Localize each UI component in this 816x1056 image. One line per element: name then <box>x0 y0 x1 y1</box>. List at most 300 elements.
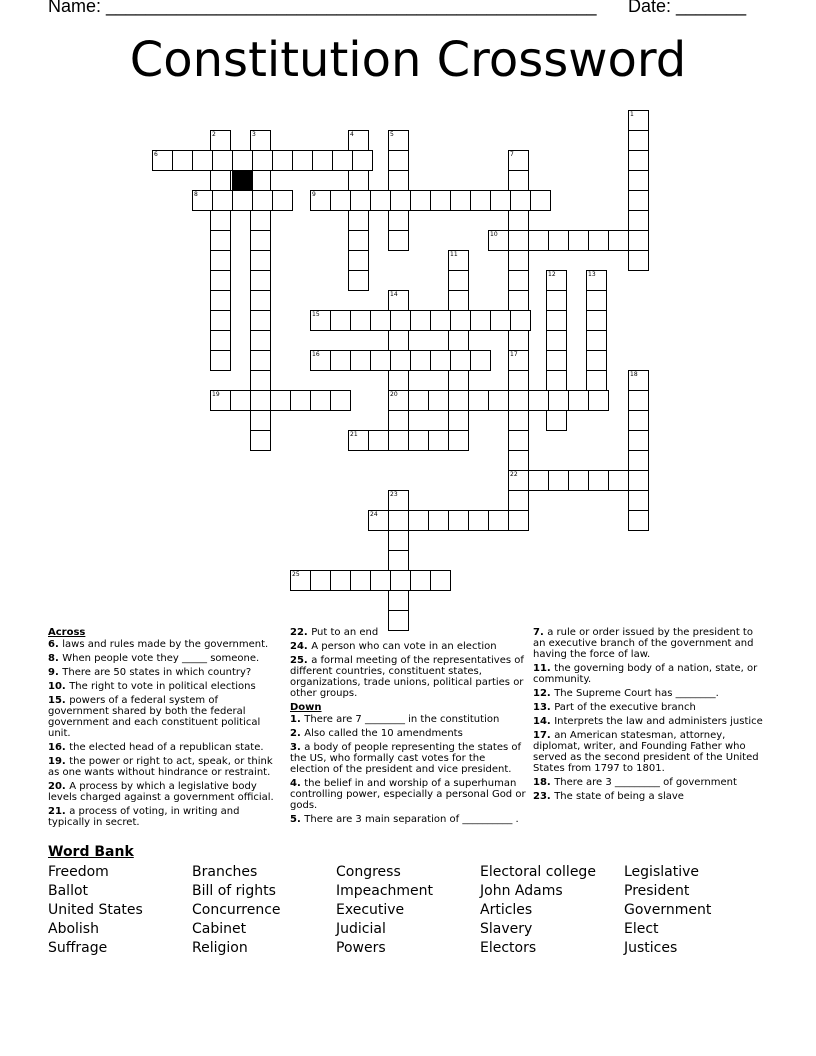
clue-text: The state of being a slave <box>554 791 684 802</box>
crossword-cell[interactable] <box>568 390 589 411</box>
crossword-cell[interactable] <box>428 510 449 531</box>
crossword-cell[interactable] <box>348 130 369 151</box>
word-bank-item: Ballot <box>48 883 89 899</box>
crossword-cell[interactable] <box>388 130 409 151</box>
crossword-cell[interactable] <box>508 510 529 531</box>
crossword-cell[interactable] <box>292 150 313 171</box>
crossword-cell[interactable] <box>628 170 649 191</box>
crossword-cell[interactable] <box>448 270 469 291</box>
crossword-cell[interactable] <box>490 190 511 211</box>
crossword-cell[interactable] <box>348 270 369 291</box>
clue-number: 22 <box>510 471 518 478</box>
clue-number: 2. <box>290 728 305 739</box>
crossword-cell[interactable] <box>350 310 371 331</box>
crossword-cell[interactable] <box>628 450 649 471</box>
crossword-cell[interactable] <box>192 150 213 171</box>
clue-item <box>48 742 278 753</box>
clue-item <box>48 756 278 778</box>
crossword-cell[interactable] <box>348 250 369 271</box>
crossword-cell[interactable] <box>388 170 409 191</box>
crossword-cell[interactable] <box>210 390 231 411</box>
word-bank-item: Abolish <box>48 921 99 937</box>
clue-item <box>533 730 768 774</box>
clue-number: 12 <box>548 271 556 278</box>
crossword-cell[interactable] <box>250 290 271 311</box>
crossword-cell[interactable] <box>290 570 311 591</box>
crossword-cell[interactable] <box>546 370 567 391</box>
across-clue-list <box>48 639 278 828</box>
crossword-cell[interactable] <box>470 190 491 211</box>
crossword-cell[interactable] <box>508 410 529 431</box>
crossword-cell[interactable] <box>628 110 649 131</box>
crossword-cell[interactable] <box>488 230 509 251</box>
clue-number: 4 <box>350 131 354 138</box>
clue-number: 23. <box>533 791 555 802</box>
clue-number: 11 <box>450 251 458 258</box>
crossword-cell[interactable] <box>410 190 431 211</box>
clue-number: 22. <box>290 627 312 638</box>
crossword-cell[interactable] <box>508 330 529 351</box>
crossword-cell[interactable] <box>252 190 273 211</box>
clue-number: 1 <box>630 111 634 118</box>
clue-number: 19. <box>48 756 70 767</box>
clues-column-2 <box>290 627 528 828</box>
crossword-cell[interactable] <box>586 350 607 371</box>
word-bank-item: Justices <box>624 940 678 956</box>
crossword-cell[interactable] <box>350 190 371 211</box>
word-bank-item: Government <box>624 902 712 918</box>
clue-item <box>48 639 278 650</box>
crossword-cell[interactable] <box>586 330 607 351</box>
clue-number: 13. <box>533 702 555 713</box>
crossword-cell[interactable] <box>250 410 271 431</box>
crossword-cell[interactable] <box>410 570 431 591</box>
clue-item <box>48 681 278 692</box>
crossword-cell[interactable] <box>410 350 431 371</box>
name-field-label[interactable]: Name: _________________________________________________ <box>48 0 597 16</box>
crossword-cell[interactable] <box>448 250 469 271</box>
crossword-cell[interactable] <box>332 150 353 171</box>
crossword-cell[interactable] <box>568 230 589 251</box>
crossword-cell[interactable] <box>388 150 409 171</box>
word-bank-title: Word Bank <box>48 844 134 860</box>
clue-number: 3 <box>252 131 256 138</box>
crossword-cell[interactable] <box>448 330 469 351</box>
crossword-cell[interactable] <box>270 390 291 411</box>
crossword-cell[interactable] <box>370 190 391 211</box>
clue-text: a rule or order issued by the president to an executive branch of the government and having the force of law. <box>533 627 754 660</box>
crossword-cell[interactable] <box>450 310 471 331</box>
crossword-cell[interactable] <box>628 490 649 511</box>
crossword-cell[interactable] <box>370 310 391 331</box>
clue-text: Interprets the law and administers justice <box>554 716 763 727</box>
crossword-cell[interactable] <box>546 410 567 431</box>
crossword-cell[interactable] <box>588 470 609 491</box>
crossword-cell[interactable] <box>508 490 529 511</box>
crossword-cell[interactable] <box>230 390 251 411</box>
crossword-cell[interactable] <box>430 570 451 591</box>
crossword-cell[interactable] <box>210 330 231 351</box>
crossword-cell[interactable] <box>608 470 629 491</box>
crossword-cell[interactable] <box>250 210 271 231</box>
crossword-black-cell <box>232 170 253 191</box>
crossword-cell[interactable] <box>210 170 231 191</box>
word-bank-item: Elect <box>624 921 659 937</box>
crossword-cell[interactable] <box>508 210 529 231</box>
crossword-cell[interactable] <box>530 190 551 211</box>
clue-item <box>48 695 278 739</box>
crossword-cell[interactable] <box>370 350 391 371</box>
crossword-cell[interactable] <box>348 430 369 451</box>
crossword-cell[interactable] <box>250 350 271 371</box>
clue-number: 11. <box>533 663 555 674</box>
crossword-cell[interactable] <box>172 150 193 171</box>
word-bank-item: Religion <box>192 940 248 956</box>
page-title: Constitution Crossword <box>129 32 687 88</box>
crossword-cell[interactable] <box>490 310 511 331</box>
clue-item <box>290 814 528 825</box>
crossword-cell[interactable] <box>548 390 569 411</box>
crossword-cell[interactable] <box>310 350 331 371</box>
crossword-cell[interactable] <box>388 530 409 551</box>
word-bank-item: Powers <box>336 940 386 956</box>
clue-text: powers of a federal system of government shared by both the federal government and each constituent political unit. <box>48 695 261 739</box>
crossword-cell[interactable] <box>430 190 451 211</box>
crossword-cell[interactable] <box>388 330 409 351</box>
clue-number: 3. <box>290 742 305 753</box>
crossword-cell[interactable] <box>546 310 567 331</box>
clue-text: the elected head of a republican state. <box>69 742 264 753</box>
clue-text: There are 50 states in which country? <box>62 667 252 678</box>
crossword-cell[interactable] <box>390 570 411 591</box>
crossword-cell[interactable] <box>250 230 271 251</box>
clue-number: 25 <box>292 571 300 578</box>
crossword-cell[interactable] <box>628 150 649 171</box>
crossword-cell[interactable] <box>488 390 509 411</box>
crossword-cell[interactable] <box>508 350 529 371</box>
crossword-cell[interactable] <box>250 130 271 151</box>
crossword-cell[interactable] <box>628 130 649 151</box>
crossword-cell[interactable] <box>628 230 649 251</box>
clue-number: 24 <box>370 511 378 518</box>
clue-number: 15 <box>312 311 320 318</box>
crossword-cell[interactable] <box>508 290 529 311</box>
crossword-cell[interactable] <box>350 350 371 371</box>
clue-number: 6. <box>48 639 63 650</box>
crossword-cell[interactable] <box>468 390 489 411</box>
crossword-cell[interactable] <box>546 330 567 351</box>
crossword-cell[interactable] <box>348 210 369 231</box>
clue-number: 7. <box>533 627 548 638</box>
crossword-cell[interactable] <box>508 390 529 411</box>
crossword-cell[interactable] <box>628 410 649 431</box>
crossword-cell[interactable] <box>330 310 351 331</box>
clue-number: 15. <box>48 695 70 706</box>
clue-item <box>290 627 528 638</box>
crossword-cell[interactable] <box>628 510 649 531</box>
clue-number: 21. <box>48 806 70 817</box>
clue-item <box>533 688 768 699</box>
crossword-cell[interactable] <box>628 250 649 271</box>
crossword-cell[interactable] <box>350 570 371 591</box>
crossword-cell[interactable] <box>628 210 649 231</box>
crossword-cell[interactable] <box>508 170 529 191</box>
crossword-cell[interactable] <box>408 510 429 531</box>
crossword-cell[interactable] <box>548 470 569 491</box>
crossword-cell[interactable] <box>470 310 491 331</box>
crossword-cell[interactable] <box>390 310 411 331</box>
crossword-cell[interactable] <box>368 510 389 531</box>
clue-number: 4. <box>290 778 305 789</box>
crossword-cell[interactable] <box>510 310 531 331</box>
clue-item <box>290 728 528 739</box>
clue-item <box>290 742 528 775</box>
crossword-cell[interactable] <box>250 370 271 391</box>
word-bank-item: Legislative <box>624 864 699 880</box>
crossword-cell[interactable] <box>388 430 409 451</box>
crossword-cell[interactable] <box>330 350 351 371</box>
crossword-cell[interactable] <box>428 430 449 451</box>
crossword-cell[interactable] <box>330 570 351 591</box>
crossword-cell[interactable] <box>330 190 351 211</box>
word-bank-item: Judicial <box>336 921 386 937</box>
clue-number: 10 <box>490 231 498 238</box>
clue-text: a formal meeting of the representatives of different countries, constituent states, organizations, trade unions, political parties or other groups. <box>290 655 524 699</box>
crossword-cell[interactable] <box>310 390 331 411</box>
crossword-cell[interactable] <box>232 190 253 211</box>
crossword-cell[interactable] <box>290 390 311 411</box>
crossword-cell[interactable] <box>310 310 331 331</box>
crossword-cell[interactable] <box>252 150 273 171</box>
crossword-cell[interactable] <box>586 290 607 311</box>
crossword-cell[interactable] <box>488 510 509 531</box>
clue-number: 18 <box>630 371 638 378</box>
crossword-cell[interactable] <box>546 270 567 291</box>
clue-item <box>290 778 528 811</box>
crossword-cell[interactable] <box>368 430 389 451</box>
crossword-cell[interactable] <box>628 370 649 391</box>
crossword-cell[interactable] <box>212 190 233 211</box>
down-clue-list <box>290 714 528 825</box>
crossword-cell[interactable] <box>588 230 609 251</box>
clue-number: 9. <box>48 667 63 678</box>
clue-item <box>48 806 278 828</box>
crossword-cell[interactable] <box>508 250 529 271</box>
word-bank-item: John Adams <box>480 883 563 899</box>
crossword-cell[interactable] <box>212 150 233 171</box>
clue-item <box>533 702 768 713</box>
clues-column-1 <box>48 627 278 831</box>
crossword-cell[interactable] <box>628 190 649 211</box>
crossword-cell[interactable] <box>388 370 409 391</box>
crossword-cell[interactable] <box>508 470 529 491</box>
clue-number: 10. <box>48 681 70 692</box>
word-bank-item: Freedom <box>48 864 109 880</box>
crossword-cell[interactable] <box>210 290 231 311</box>
crossword-cell[interactable] <box>528 230 549 251</box>
crossword-cell[interactable] <box>628 430 649 451</box>
clues-column-3 <box>533 627 768 805</box>
crossword-cell[interactable] <box>586 270 607 291</box>
crossword-cell[interactable] <box>468 510 489 531</box>
crossword-cell[interactable] <box>272 150 293 171</box>
clue-item <box>290 641 528 652</box>
crossword-cell[interactable] <box>390 190 411 211</box>
crossword-cell[interactable] <box>510 190 531 211</box>
date-field-label[interactable]: Date: _______ <box>628 0 747 16</box>
crossword-cell[interactable] <box>310 570 331 591</box>
crossword-cell[interactable] <box>250 330 271 351</box>
clue-text: There are 3 _________ of government <box>554 777 737 788</box>
crossword-cell[interactable] <box>388 410 409 431</box>
crossword-cell[interactable] <box>508 270 529 291</box>
crossword-cell[interactable] <box>192 190 213 211</box>
word-bank-item: Articles <box>480 902 533 918</box>
clue-number: 6 <box>154 151 158 158</box>
crossword-cell[interactable] <box>546 290 567 311</box>
crossword-cell[interactable] <box>388 290 409 311</box>
clue-number: 7 <box>510 151 514 158</box>
crossword-cell[interactable] <box>210 230 231 251</box>
clue-text: Part of the executive branch <box>554 702 696 713</box>
crossword-cell[interactable] <box>210 310 231 331</box>
crossword-cell[interactable] <box>272 190 293 211</box>
crossword-cell[interactable] <box>508 370 529 391</box>
crossword-cell[interactable] <box>370 570 391 591</box>
crossword-cell[interactable] <box>508 430 529 451</box>
clue-item <box>533 663 768 685</box>
crossword-cell[interactable] <box>210 130 231 151</box>
crossword-cell[interactable] <box>628 390 649 411</box>
crossword-cell[interactable] <box>390 350 411 371</box>
crossword-cell[interactable] <box>448 430 469 451</box>
clue-text: There are 3 main separation of __________ . <box>304 814 519 825</box>
crossword-cell[interactable] <box>448 370 469 391</box>
crossword-cell[interactable] <box>528 390 549 411</box>
word-bank-item: Congress <box>336 864 401 880</box>
crossword-cell[interactable] <box>388 390 409 411</box>
crossword-cell[interactable] <box>232 150 253 171</box>
crossword-cell[interactable] <box>470 350 491 371</box>
word-bank-item: Slavery <box>480 921 533 937</box>
crossword-cell[interactable] <box>210 210 231 231</box>
crossword-cell[interactable] <box>586 370 607 391</box>
clue-text: The right to vote in political elections <box>69 681 256 692</box>
clue-number: 24. <box>290 641 312 652</box>
crossword-cell[interactable] <box>348 170 369 191</box>
crossword-cell[interactable] <box>448 290 469 311</box>
crossword-cell[interactable] <box>250 250 271 271</box>
clue-number: 23 <box>390 491 398 498</box>
crossword-cell[interactable] <box>330 390 351 411</box>
clue-number: 19 <box>212 391 220 398</box>
crossword-cell[interactable] <box>448 390 469 411</box>
clue-text: the governing body of a nation, state, or community. <box>533 663 758 685</box>
crossword-cell[interactable] <box>546 350 567 371</box>
crossword-cell[interactable] <box>312 150 333 171</box>
clue-text: When people vote they _____ someone. <box>62 653 260 664</box>
clue-text: There are 7 ________ in the constitution <box>304 714 500 725</box>
down-heading: Down <box>290 702 322 713</box>
crossword-cell[interactable] <box>428 390 449 411</box>
crossword-cell[interactable] <box>508 450 529 471</box>
crossword-cell[interactable] <box>388 550 409 571</box>
clue-item <box>290 655 528 699</box>
crossword-cell[interactable] <box>430 310 451 331</box>
clue-number: 13 <box>588 271 596 278</box>
clue-number: 1. <box>290 714 305 725</box>
crossword-cell[interactable] <box>388 230 409 251</box>
crossword-cell[interactable] <box>250 390 271 411</box>
word-bank-item: Branches <box>192 864 258 880</box>
clue-text: the belief in and worship of a superhuman controlling power, especially a personal God or gods. <box>290 778 526 811</box>
crossword-cell[interactable] <box>448 410 469 431</box>
crossword-cell[interactable] <box>348 230 369 251</box>
crossword-cell[interactable] <box>410 310 431 331</box>
clue-number: 21 <box>350 431 358 438</box>
clue-item <box>48 653 278 664</box>
clue-number: 18. <box>533 777 555 788</box>
clue-number: 17 <box>510 351 518 358</box>
crossword-cell[interactable] <box>210 350 231 371</box>
crossword-cell[interactable] <box>250 430 271 451</box>
crossword-cell[interactable] <box>210 270 231 291</box>
clue-number: 14. <box>533 716 555 727</box>
clue-text: Also called the 10 amendments <box>304 728 463 739</box>
clue-item <box>290 714 528 725</box>
clue-number: 9 <box>312 191 316 198</box>
word-bank-item: Electors <box>480 940 537 956</box>
crossword-cell[interactable] <box>450 190 471 211</box>
crossword-cell[interactable] <box>388 590 409 611</box>
crossword-cell[interactable] <box>508 230 529 251</box>
crossword-cell[interactable] <box>430 350 451 371</box>
clue-number: 8. <box>48 653 63 664</box>
clue-number: 16 <box>312 351 320 358</box>
clue-number: 20 <box>390 391 398 398</box>
crossword-cell[interactable] <box>628 470 649 491</box>
crossword-cell[interactable] <box>388 490 409 511</box>
crossword-cell[interactable] <box>152 150 173 171</box>
crossword-cell[interactable] <box>568 470 589 491</box>
clue-number: 14 <box>390 291 398 298</box>
clue-text: laws and rules made by the government. <box>62 639 269 650</box>
crossword-cell[interactable] <box>408 390 429 411</box>
crossword-cell[interactable] <box>450 350 471 371</box>
crossword-cell[interactable] <box>388 510 409 531</box>
crossword-cell[interactable] <box>250 270 271 291</box>
crossword-cell[interactable] <box>508 150 529 171</box>
clue-number: 20. <box>48 781 70 792</box>
crossword-cell[interactable] <box>528 470 549 491</box>
crossword-cell[interactable] <box>250 170 271 191</box>
word-bank-item: Executive <box>336 902 405 918</box>
crossword-cell[interactable] <box>388 210 409 231</box>
crossword-cell[interactable] <box>548 230 569 251</box>
clue-text: Put to an end <box>311 627 379 638</box>
crossword-cell[interactable] <box>352 150 373 171</box>
word-bank-item: Bill of rights <box>192 883 276 899</box>
crossword-cell[interactable] <box>586 310 607 331</box>
crossword-cell[interactable] <box>310 190 331 211</box>
crossword-cell[interactable] <box>408 430 429 451</box>
crossword-cell[interactable] <box>250 310 271 331</box>
crossword-cell[interactable] <box>210 250 231 271</box>
crossword-cell[interactable] <box>448 510 469 531</box>
crossword-cell[interactable] <box>588 390 609 411</box>
crossword-cell[interactable] <box>608 230 629 251</box>
clue-number: 25. <box>290 655 312 666</box>
